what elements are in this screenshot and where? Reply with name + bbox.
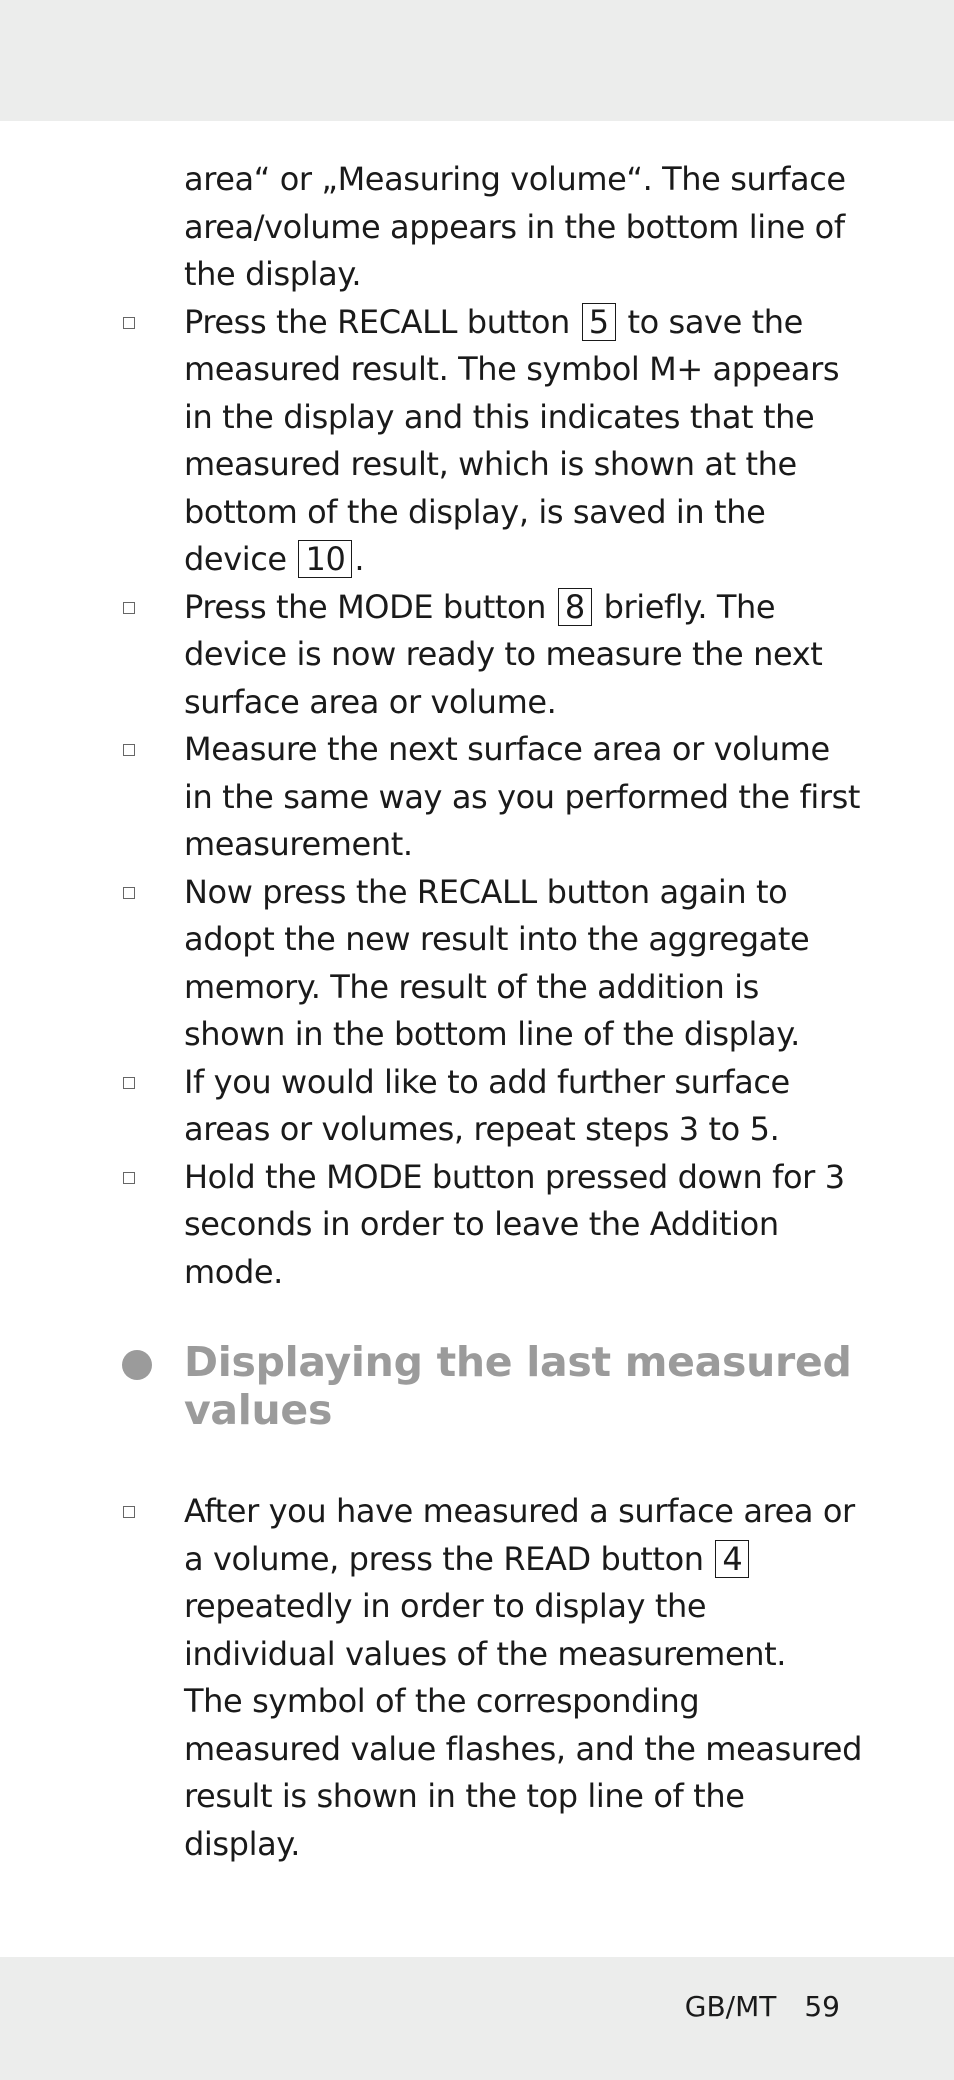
part-reference: 5 [582, 303, 616, 341]
step-text: briefly. The device is now ready to measure the next surface area or volume. [184, 587, 823, 721]
read-instructions [0, 1488, 954, 1868]
heading-bullet-icon [122, 1350, 152, 1380]
step-text: After you have measured a surface area or a volume, press the READ button [184, 1492, 855, 1578]
step-text: If you would like to add further surface areas or volumes, repeat steps 3 to 5. [184, 1062, 790, 1148]
checkbox-bullet-icon [123, 1077, 135, 1089]
checkbox-bullet-icon [123, 1172, 135, 1184]
step-text: Now press the RECALL button again to adopt the new result into the aggregate memory. The result of the addition is shown in the bottom line of the display. [184, 872, 810, 1053]
step-item [0, 869, 954, 1059]
step-text: . [354, 540, 365, 578]
step-text: Press the MODE button [184, 587, 556, 626]
step-text: repeatedly in order to display the individual values of the measurement. [184, 1587, 787, 1673]
checkbox-bullet-icon [123, 744, 135, 756]
part-reference: 10 [298, 540, 352, 578]
page-number: 59 [804, 1990, 840, 2023]
checkbox-bullet-icon [123, 1506, 135, 1518]
part-reference: 4 [715, 1540, 749, 1578]
part-reference: 8 [558, 588, 592, 626]
step-item [0, 584, 954, 727]
step-text: Measure the next surface area or volume in the same way as you performed the first measurement. [184, 730, 861, 863]
step-item [0, 1154, 954, 1297]
intro-paragraph: area“ or „Measuring volume“. The surface area/volume appears in the bottom line of the display. [184, 160, 846, 293]
intro-text [0, 156, 954, 299]
note-text [0, 1678, 954, 1868]
page-footer [657, 1990, 840, 2023]
checkbox-bullet-icon [123, 602, 135, 614]
step-text: to save the measured result. The symbol M+ appears in the display and this indicates that the measured result, which is shown at the bottom of the display, is saved in the device [184, 302, 840, 578]
step-item [0, 1059, 954, 1154]
step-item [0, 299, 954, 584]
page-top-band [0, 0, 954, 121]
language-code: GB/MT [684, 1990, 777, 2023]
instruction-list [0, 156, 954, 1296]
step-item [0, 1488, 954, 1678]
note-paragraph: The symbol of the corresponding measured value flashes, and the measured result is shown in the top line of the display. [184, 1682, 862, 1863]
step-item [0, 726, 954, 869]
step-text: Hold the MODE button pressed down for 3 seconds in order to leave the Addition mode. [184, 1157, 845, 1291]
checkbox-bullet-icon [123, 317, 135, 329]
section-heading: Displaying the last measured values [184, 1338, 852, 1434]
checkbox-bullet-icon [123, 887, 135, 899]
step-text: Press the RECALL button [184, 302, 580, 341]
